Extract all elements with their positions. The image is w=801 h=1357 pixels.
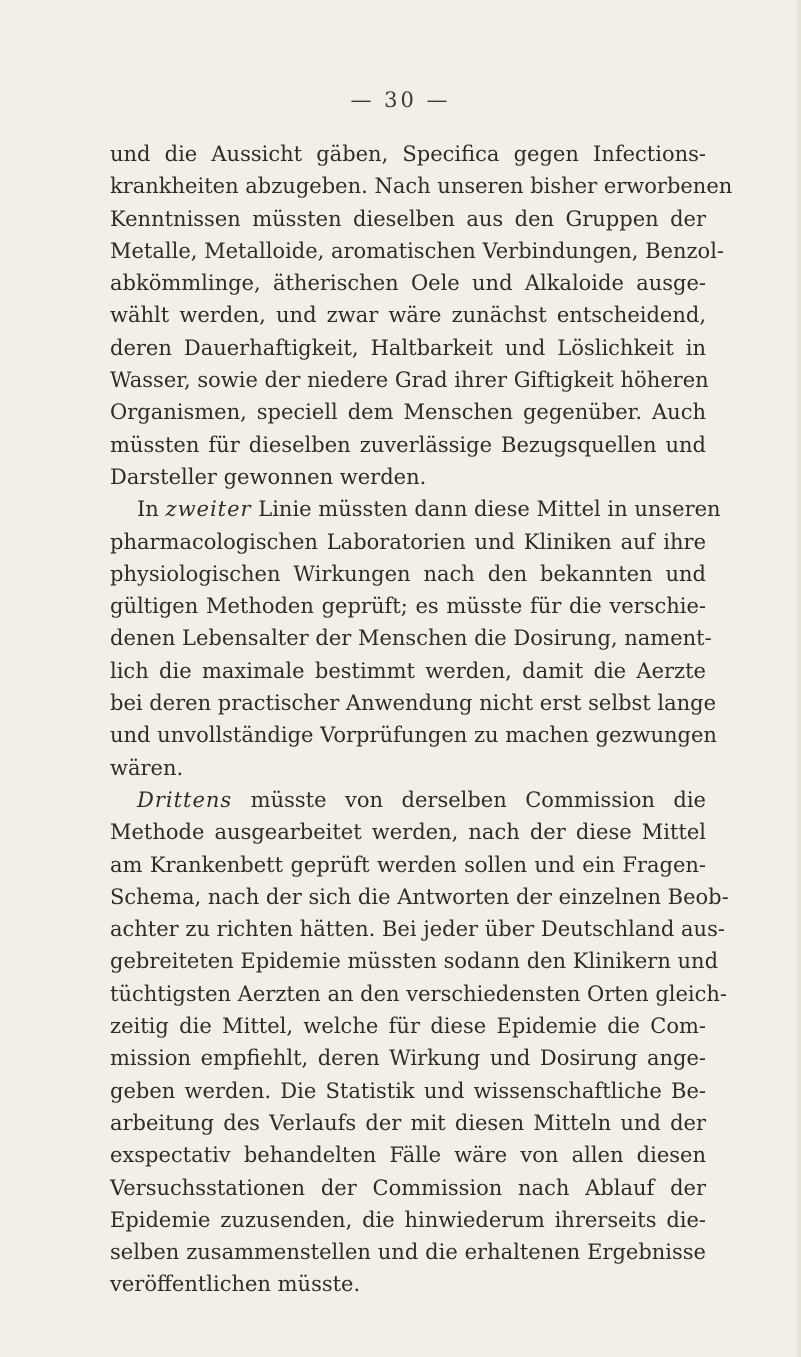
text-line: Methode ausgearbeitet werden, nach der diese Mittel [110, 820, 706, 845]
text-line: Schema, nach der sich die Antworten der einzelnen Beob- [110, 884, 729, 909]
text-line: am Krankenbett geprüft werden sollen und ein Fragen- [110, 852, 706, 877]
text-line: wählt werden, und zwar wäre zunächst entscheidend, [110, 303, 706, 328]
text-line: selben zusammenstellen und die erhaltenen Ergebnisse [110, 1240, 706, 1265]
text-line [110, 493, 721, 525]
text-line: Metalle, Metalloide, aromatischen Verbindungen, Benzol- [110, 238, 725, 263]
text-line: exspectativ behandelten Fälle wäre von allen diesen [110, 1143, 706, 1168]
text-line: müssten für dieselben zuverlässige Bezugsquellen und [110, 432, 706, 457]
text-line: krankheiten abzugeben. Nach unseren bisher erworbenen [110, 174, 733, 199]
body-text [110, 138, 733, 1301]
text-line: Versuchsstationen der Commission nach Ablauf der [110, 1175, 706, 1200]
text-line: gültigen Methoden geprüft; es müsste für die verschie- [110, 594, 706, 619]
text-line: Epidemie zuzusenden, die hinwiederum ihrerseits die- [110, 1207, 706, 1232]
paragraph [110, 138, 733, 493]
text-line: pharmacologischen Laboratorien und Kliniken auf ihre [110, 529, 706, 554]
text-line: abkömmlinge, ätherischen Oele und Alkaloide ausge- [110, 271, 706, 296]
text-line: Kenntnissen müssten dieselben aus den Gruppen der [110, 206, 706, 231]
text-line [110, 784, 706, 816]
text-line: mission empfiehlt, deren Wirkung und Dosirung ange- [110, 1046, 706, 1071]
text-line: veröffentlichen müsste. [110, 1272, 361, 1297]
line-prefix: In [137, 497, 166, 522]
text-line: tüchtigsten Aerzten an den verschiedensten Orten gleich- [110, 981, 728, 1006]
text-line: Organismen, speciell dem Menschen gegenüber. Auch [110, 400, 706, 425]
line-rest: Linie müssten dann diese Mittel in unseren [251, 497, 721, 522]
text-line: und die Aussicht gäben, Specifica gegen Infections- [110, 142, 706, 166]
paragraph [110, 784, 729, 1301]
page-edge [795, 0, 801, 1357]
text-line: physiologischen Wirkungen nach den bekannten und [110, 561, 706, 586]
text-line: gebreiteten Epidemie müssten sodann den Klinikern und [110, 949, 719, 974]
text-line: wären. [110, 755, 184, 780]
emphasized-word: zweiter [165, 497, 252, 522]
text-line: arbeitung des Verlaufs der mit diesen Mitteln und der [110, 1110, 706, 1135]
text-line: lich die maximale bestimmt werden, damit die Aerzte [110, 658, 706, 683]
text-line: denen Lebensalter der Menschen die Dosirung, nament- [110, 626, 712, 651]
text-line: bei deren practischer Anwendung nicht erst selbst lange [110, 691, 717, 716]
text-line: geben werden. Die Statistik und wissenschaftliche Be- [110, 1078, 706, 1103]
text-line: Darsteller gewonnen werden. [110, 464, 427, 489]
text-line: achter zu richten hätten. Bei jeder über Deutschland aus- [110, 917, 725, 942]
text-line: und unvollständige Vorprüfungen zu machen gezwungen [110, 723, 717, 748]
emphasized-word: Drittens [137, 787, 233, 812]
line-rest: müsste von derselben Commission die [232, 787, 706, 812]
page-number: — 30 — [350, 88, 451, 112]
text-line: deren Dauerhaftigkeit, Haltbarkeit und Löslichkeit in [110, 335, 706, 360]
paragraph [110, 493, 721, 784]
text-line: Wasser, sowie der niedere Grad ihrer Giftigkeit höheren [110, 368, 709, 393]
text-line: zeitig die Mittel, welche für diese Epidemie die Com- [110, 1014, 706, 1039]
